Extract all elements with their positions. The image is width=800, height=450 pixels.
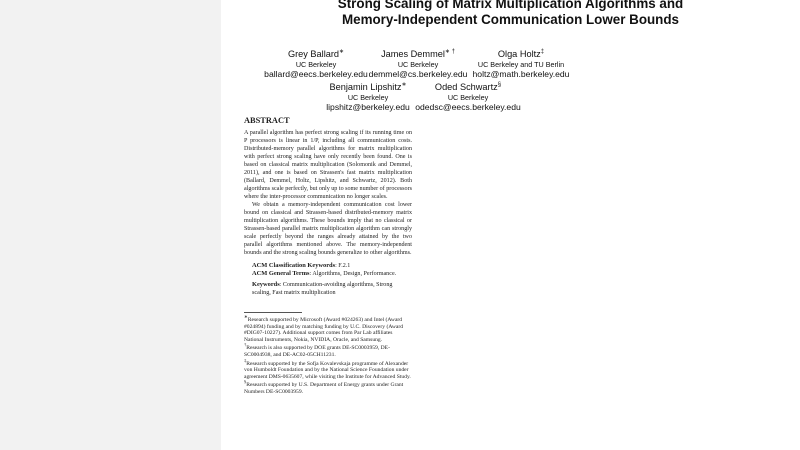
author-name: James Demmel bbox=[381, 49, 445, 59]
paper-title bbox=[221, 0, 800, 28]
author-mark: ∗ bbox=[339, 48, 345, 55]
author-affiliation: UC Berkeley bbox=[347, 93, 389, 102]
author-email: ballard@eecs.berkeley.edu bbox=[264, 69, 368, 79]
title-line-2: Memory-Independent Communication Lower Bounds bbox=[341, 12, 679, 27]
author-name: Benjamin Lipshitz bbox=[329, 82, 402, 92]
left-column bbox=[244, 116, 412, 398]
footnote-1 bbox=[244, 314, 412, 343]
author-affiliation: UC Berkeley bbox=[447, 93, 489, 102]
footnote-text: Research supported by U.S. Department of Energy grants under Grant Numbers DE-SC0003959. bbox=[244, 382, 404, 395]
author-demmel bbox=[366, 49, 470, 80]
footnote-2 bbox=[244, 342, 412, 358]
author-affiliation: UC Berkeley bbox=[295, 60, 337, 69]
author-mark: § bbox=[497, 81, 502, 88]
author-email: demmel@cs.berkeley.edu bbox=[368, 69, 468, 79]
title-line-1: Strong Scaling of Matrix Multiplication Algorithms and bbox=[337, 0, 684, 11]
author-schwartz bbox=[411, 82, 525, 113]
footnote-rule bbox=[244, 312, 302, 313]
author-affiliation: UC Berkeley bbox=[397, 60, 439, 69]
acm-classification-label: ACM Classification Keywords bbox=[252, 262, 336, 269]
author-lipshitz bbox=[314, 82, 422, 113]
author-email: odedsc@eecs.berkeley.edu bbox=[415, 102, 521, 112]
keywords-label: Keywords bbox=[252, 281, 280, 288]
author-name: Grey Ballard bbox=[287, 49, 340, 59]
keywords bbox=[244, 281, 412, 297]
keywords-value: : Communication-avoiding algorithms, Strong scaling, Fast matrix multiplication bbox=[252, 282, 393, 296]
author-email: holtz@math.berkeley.edu bbox=[472, 69, 570, 79]
abstract-heading: ABSTRACT bbox=[244, 116, 290, 125]
acm-general-terms-label: ACM General Terms bbox=[252, 270, 310, 277]
footnote-mark: ‡ bbox=[244, 357, 247, 363]
footnote-mark: § bbox=[244, 379, 247, 385]
acm-general-terms-value: : Algorithms, Design, Performance. bbox=[309, 271, 397, 277]
footnote-3 bbox=[244, 357, 412, 381]
author-name: Oded Schwartz bbox=[434, 82, 498, 92]
author-email: lipshitz@berkeley.edu bbox=[326, 102, 410, 112]
acm-general-terms bbox=[244, 270, 412, 278]
acm-classification bbox=[244, 262, 412, 270]
author-holtz bbox=[467, 49, 575, 80]
acm-classification-value: : F.2.1 bbox=[335, 263, 351, 269]
paper-page bbox=[221, 0, 800, 450]
author-mark: ‡ bbox=[540, 48, 545, 55]
author-mark: ∗ † bbox=[444, 48, 455, 55]
footnote-text: Research supported by the Sofja Kovalevskaja programme of Alexander von Humboldt Foundation and by the National Science Foundation under agreement DMS-0635607, while visiting the Institute for Advanced Study. bbox=[244, 360, 411, 380]
footnote-text: Research is also supported by DOE grants DE-SC0003959, DE-SC0004938, and DE-AC02-05CH11231. bbox=[244, 345, 390, 358]
author-name: Olga Holtz bbox=[497, 49, 541, 59]
abstract-paragraph-2: We obtain a memory-independent communication cost lower bound on classical and Strassen-based distributed-memory matrix multiplication algorithms. These bounds imply that no classical or Strassen-based parallel matrix multiplication algorithm can strongly scale perfectly beyond the ranges already attained by the two parallel algorithms mentioned above. The memory-independent bounds and the strong scaling bounds generalize to other algorithms. bbox=[244, 202, 412, 256]
author-ballard bbox=[261, 49, 371, 80]
footnote-mark: † bbox=[244, 342, 247, 348]
footnote-4 bbox=[244, 379, 412, 395]
abstract-paragraph-1: A parallel algorithm has perfect strong scaling if its running time on P processors is linear in 1/P, including all communication costs. Distributed-memory parallel algorithms for matrix multiplication with perfect strong scaling have only recently been found. One is based on classical matrix multiplication (Solomonik and Demmel, 2011), and one is based on Strassen's fast matrix multiplication (Ballard, Demmel, Holtz, Lipshitz, and Schwartz, 2012). Both algorithms scale perfectly, but only up to some number of processors where the inter-processor communication no longer scales. bbox=[244, 130, 412, 200]
author-affiliation: UC Berkeley and TU Berlin bbox=[477, 60, 565, 69]
footnote-text: Research supported by Microsoft (Award #024263) and Intel (Award #024894) funding and by matching funding by U.C. Discovery (Award #DIG07-10227). Additional support comes from Par Lab affiliates National Instruments, Nokia, NVIDIA, Oracle, and Samsung. bbox=[244, 317, 404, 343]
footnote-mark: ∗ bbox=[244, 314, 248, 320]
author-mark: ∗ bbox=[401, 81, 407, 88]
